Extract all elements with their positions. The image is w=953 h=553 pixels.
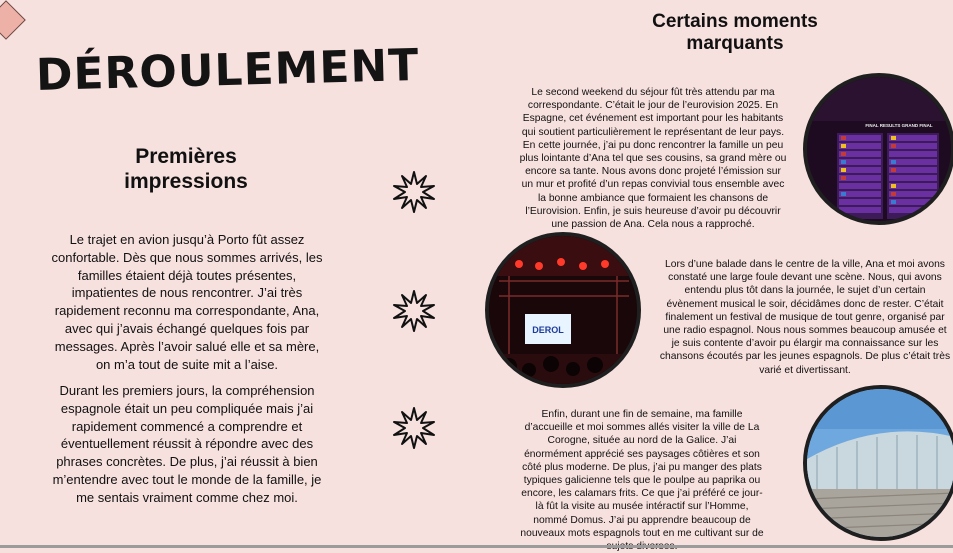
scoreboard-caption: FINAL RESULTS GRAND FINAL	[865, 123, 933, 128]
domus-museum-photo	[803, 385, 953, 541]
stage-sign-text: DEROL	[532, 325, 564, 335]
eurovision-scoreboard-image	[807, 77, 951, 221]
page-title: DÉROULEMENT	[35, 39, 420, 101]
museum-building-image	[807, 389, 953, 537]
left-heading: Premières impressions	[124, 145, 248, 193]
left-paragraph-2: Durant les premiers jours, la compréhension espagnole était un peu compliquée mais j’ai rapidement commencé a comprendre et éventuellement réussit à répondre avec des phrases concrètes. De plus, j’ai réussit à bien m’entendre avec tout le monde de la famille, je me sentais vraiment comme chez moi.	[52, 383, 322, 505]
star-doodle-icon	[392, 289, 436, 333]
left-paragraph-1: Le trajet en avion jusqu’à Porto fût assez confortable. Dès que nous sommes arrivés, les familles étaient déjà toutes présentes, impatientes de nous rencontrer. J’ai très rapidement reconnu ma correspondante, Ana, avec qui j’avais échangé quelques fois par messages. Après l’avoir salué elle et sa mère, on m’a tout de suite mit a l’aise.	[51, 232, 323, 372]
moment-la-corogne-text: Enfin, durant une fin de semaine, ma famille d’accueille et moi sommes allés visiter la ville de La Corogne, située au nord de la Galice. J’ai énormément apprécié ses paysages côtières et son côté plus moderne. De plus, j’ai pu manger des plats typiques galicienne tels que le poulpe au paprika ou encore, les calamars frits. Ce que j’ai préféré ce jour-là fût la visite au musée intéractif sur l’Homme, nommé Domus. J’ai pu apprendre beaucoup de nouveaux mots espagnols tout en me cultivant sur de	[520, 409, 764, 539]
star-doodle-icon	[392, 406, 436, 450]
diamond-ornament	[0, 0, 26, 40]
moment-eurovision-text: Le second weekend du séjour fût très attendu par ma correspondante. C’était le jour de l’eurovision 2025. En Espagne, cet événement est important pour les habitants qui soutient particulièrement le représentant de leur pays. En cette journée, j’ai pu donc rencontrer la famille un peu plus lointante d’Ana tel que ses cousins, sa grand mère ou encore sa tante. Nous avons donc projeté l’émission sur un mur et profité d’un repas convivial tous ensemble avec la bonne ambiance que formaient les chansons de l’Eurovision. Enfin, je suis heureuse d’avoir pu découvrir une passion de Ana. Cela nous a rapproché.	[519, 87, 787, 231]
right-heading: Certains moments marquants	[652, 11, 818, 54]
concert-stage-image	[489, 236, 637, 384]
festival-photo	[485, 232, 641, 388]
eurovision-photo	[803, 73, 953, 225]
star-doodle-icon	[392, 170, 436, 214]
moment-festival-text: Lors d’une balade dans le centre de la ville, Ana et moi avons constaté une large foule devant une scène. Nous, qui avons entendu plus tôt dans la journée, le sujet d’un certain évènement musical le soir, décidâmes donc de rester. C’était finalement un festival de musique de tout genre, organisé par une radio espagnol. Nous nous sommes beaucoup amusée et je suis contente d’avoir pu élargir ma connaissance sur les chansons écoutés par les jeunes espagnols. De plus c’était très varié et divertissant.	[659, 259, 951, 376]
